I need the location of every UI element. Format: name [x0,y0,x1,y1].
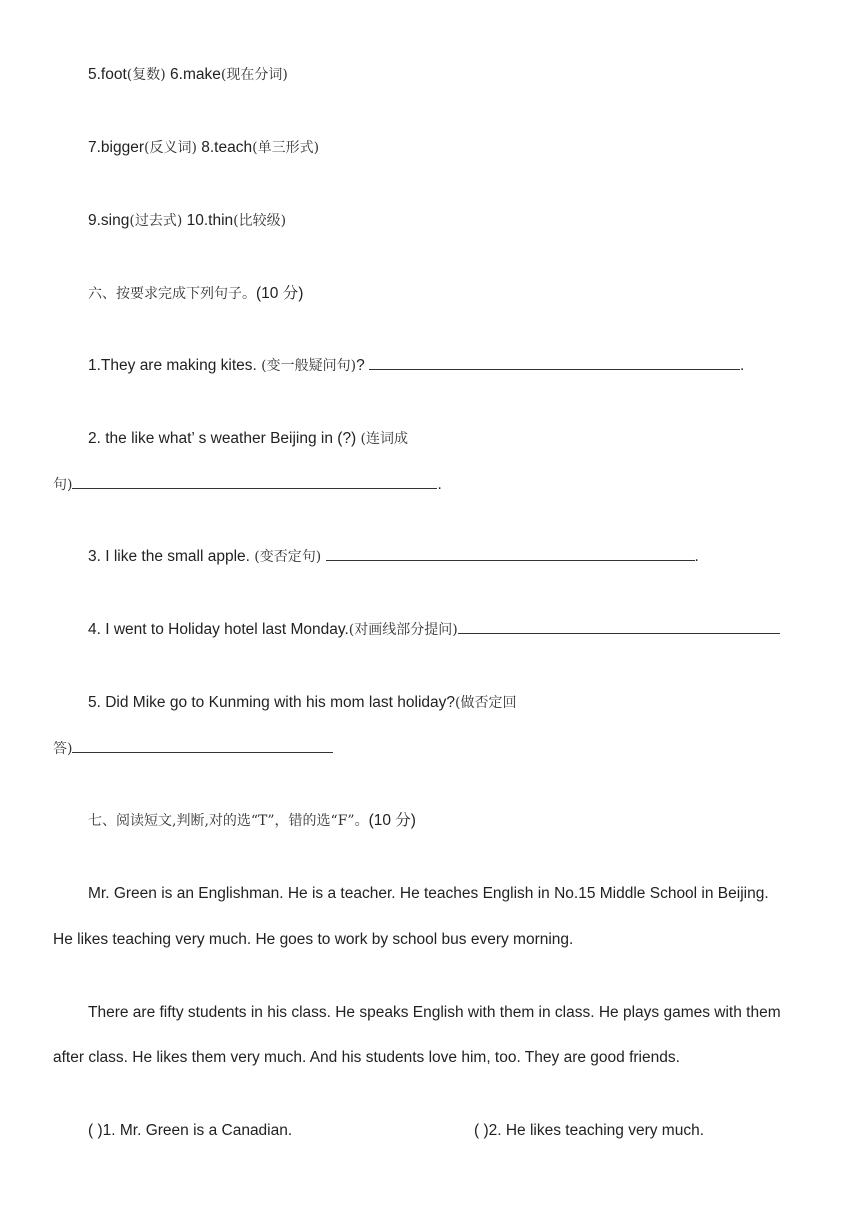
word-8: 8.teach [196,139,253,156]
tf-question-2[interactable]: ( )2. He likes teaching very much. [474,1122,705,1139]
q1-end: . [740,357,745,374]
q4-answer-blank[interactable] [458,619,780,634]
q5-hint-a: (做否定回 [455,695,517,711]
q5-text: 5. Did Mike go to Kunming with his mom last holiday? [88,694,455,711]
hint-9: (过去式) [129,213,183,229]
q3-text: 3. I like the small apple. [88,548,255,565]
section-7-title: 七、阅读短文,判断,对的选“T”，错的选“F”。 [88,813,369,829]
hint-10: (比较级) [233,213,287,229]
hint-5: (复数) [126,67,166,83]
question-6-5 [0,692,865,714]
section-6-points: (10 分) [256,285,304,302]
q3-end: . [694,548,699,565]
q4-text: 4. I went to Holiday hotel last Monday. [88,621,349,638]
question-6-2 [0,428,865,450]
q2-hint-b: 句) [53,477,73,493]
q1-after: ? [356,357,370,374]
word-5: 5.foot [88,66,127,83]
word-form-row-3 [0,210,865,232]
hint-6: (现在分词) [220,67,288,83]
q2-end: . [437,476,442,493]
question-6-4 [0,619,865,641]
question-6-1 [0,355,865,377]
word-form-row-2 [0,137,865,159]
section-6-heading [0,283,865,305]
passage-para-2-line-1: There are fifty students in his class. He speaks English with them in class. He plays games with them [88,1004,781,1021]
q5-hint-b: 答) [53,741,73,757]
section-7-heading [0,810,865,832]
q2-answer-blank[interactable] [72,474,437,489]
section-7-points: (10 分) [368,812,416,829]
question-6-2-cont [0,474,865,496]
q4-hint: (对画线部分提问) [348,622,458,638]
word-10: 10.thin [182,212,234,229]
q1-hint: (变一般疑问句) [261,358,357,374]
q1-text: 1.They are making kites. [88,357,262,374]
section-6-title: 六、按要求完成下列句子。 [88,286,256,302]
word-6: 6.make [165,66,221,83]
tf-question-1[interactable]: ( )1. Mr. Green is a Canadian. [88,1122,293,1139]
passage-para-1-line-2: He likes teaching very much. He goes to work by school bus every morning. [53,931,574,948]
true-false-row-1 [0,1120,865,1142]
q2-hint-a: (连词成 [360,431,408,447]
q1-answer-blank[interactable] [369,355,740,370]
word-9: 9.sing [88,212,130,229]
word-7: 7.bigger [88,139,145,156]
question-6-5-cont [0,738,865,760]
question-6-3 [0,546,865,568]
q5-answer-blank[interactable] [72,738,333,753]
q3-hint: (变否定句) [254,549,322,565]
passage-para-2-line-2: after class. He likes them very much. And his students love him, too. They are good friends. [53,1049,680,1066]
hint-7: (反义词) [144,140,197,156]
word-form-row-1 [0,64,865,86]
q3-answer-blank[interactable] [326,546,695,561]
q2-text: 2. the like what’ s weather Beijing in (?) [88,430,361,447]
hint-8: (单三形式) [252,140,320,156]
passage-para-1-line-1: Mr. Green is an Englishman. He is a teacher. He teaches English in No.15 Middle School in Beijing. [88,885,769,902]
